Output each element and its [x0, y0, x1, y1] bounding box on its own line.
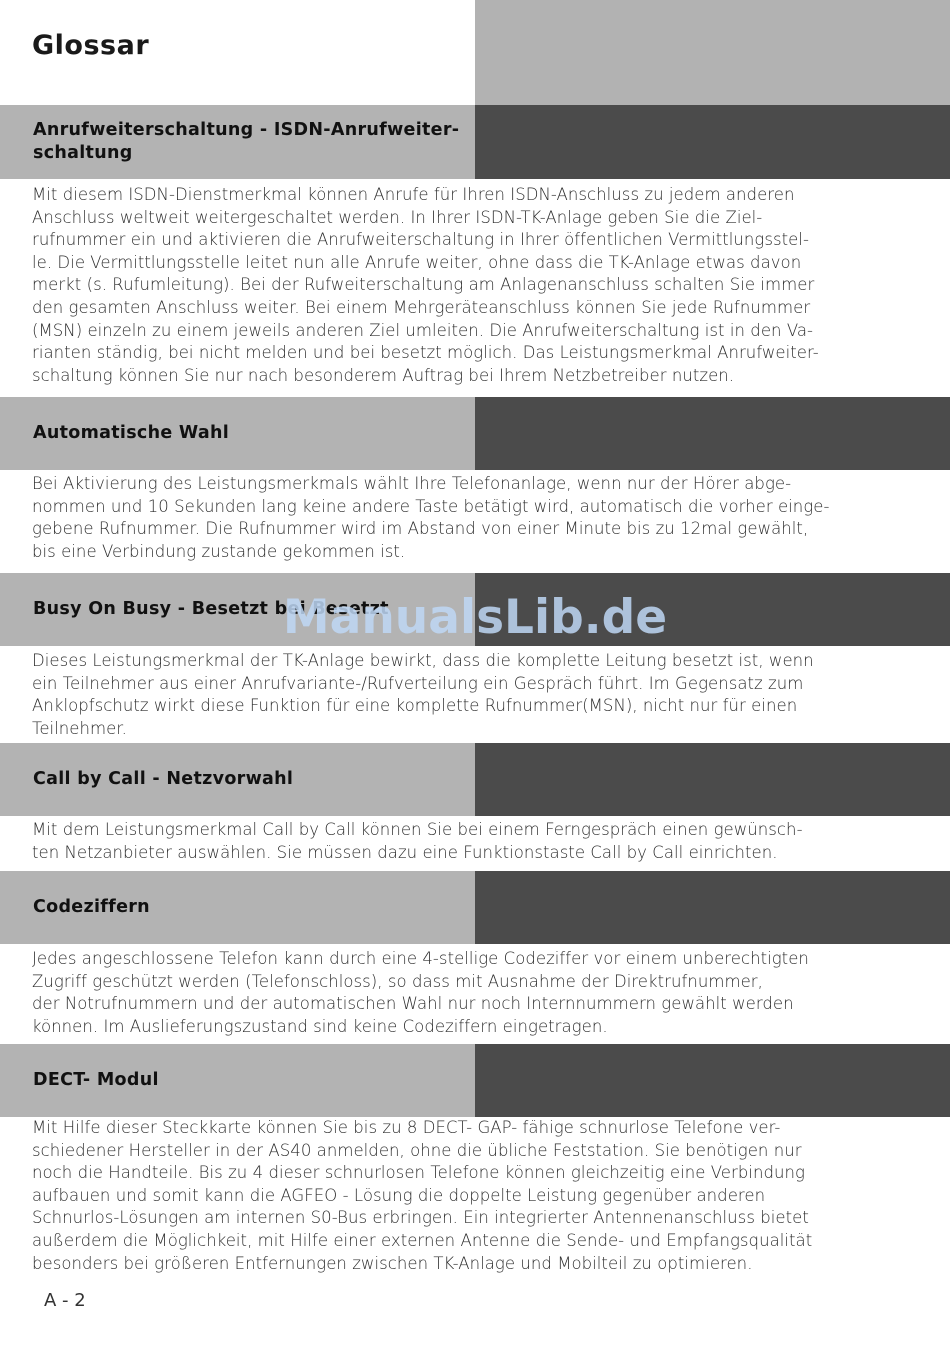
section-body-codeziffern: Jedes angeschlossene Telefon kann durch eine 4-stellige Codeziffer vor einem unberechtigten Zugriff geschützt werden (Telefonschloss), so dass mit Ausnahme der Direktrufnummer, der Notrufnummern und der automatischen Wahl nur noch Internnummern gewählt werden können. Im Auslieferungszustand sind keine Codeziffern eingetragen.	[32, 949, 809, 1036]
section-header-dect-modul	[0, 1044, 950, 1117]
header-gray-block	[475, 0, 950, 105]
section-header-automatische-wahl	[0, 397, 950, 470]
section-header-call-by-call	[0, 743, 950, 816]
section-body-call-by-call: Mit dem Leistungsmerkmal Call by Call können Sie bei einem Ferngespräch einen gewünsch- ten Netzanbieter auswählen. Sie müssen dazu eine Funktionstaste Call by Call einrichten.	[32, 820, 803, 862]
section-body-busy-on-busy: Dieses Leistungsmerkmal der TK-Anlage bewirkt, dass die komplette Leitung besetzt ist, wenn ein Teilnehmer aus einer Anrufvariante-/Rufverteilung ein Gespräch führt. Im Gegensatz zum Anklopfschutz wirkt diese Funktion für eine komplette Rufnummer(MSN), nicht nur für einen Teilnehmer.	[32, 651, 814, 738]
section-heading: Busy On Busy - Besetzt bei Besetzt	[33, 599, 389, 619]
section-heading: Codeziffern	[33, 897, 150, 917]
section-heading: Automatische Wahl	[33, 423, 230, 443]
section-heading: DECT- Modul	[33, 1070, 159, 1090]
section-body-automatische-wahl: Bei Aktivierung des Leistungsmerkmals wählt Ihre Telefonanlage, wenn nur der Hörer abge- nommen und 10 Sekunden lang keine andere Taste betätigt wird, automatisch die vorher einge- gebene Rufnummer. Die Rufnummer wird im Abstand von einer Minute bis zu 12mal gewählt, bis eine Verbindung zustande gekommen ist.	[32, 474, 830, 561]
page-title: Glossar	[32, 30, 150, 61]
page-number: A - 2	[44, 1290, 86, 1311]
section-body-anrufweiterschaltung: Mit diesem ISDN-Dienstmerkmal können Anrufe für Ihren ISDN-Anschluss zu jedem anderen Anschluss weltweit weitergeschaltet werden. In Ihrer ISDN-TK-Anlage geben Sie die Ziel- rufnummer ein und aktivieren die Anrufweiterschaltung in Ihrer öffentlichen Vermittlungsstel- le. Die Vermittlungsstelle leitet nun alle Anrufe weiter, ohne dass die TK-Anlage etwas davon merkt (s. Rufumleitung). Bei der Rufweiterschaltung am Anlagenanschluss schalten Sie immer den gesamten Anschluss weiter. Bei einem Mehrgeräteanschluss können Sie jede Rufnummer (MSN) einzeln zu einem jeweils anderen Ziel umleiten. Die Anrufweiterschaltung ist in den Va- rianten ständig, bei nicht melden und bei besetzt möglich. Das Leistungsmerkmal Anrufweiter- schaltung können Sie nur nach besonderem Auftrag bei Ihrem Netzbetreiber nutzen.	[32, 185, 819, 385]
section-heading: Call by Call - Netzvorwahl	[33, 769, 294, 789]
section-heading: Anrufweiterschaltung - ISDN-Anrufweiter- schaltung	[33, 120, 460, 163]
section-header-busy-on-busy	[0, 573, 950, 646]
section-header-anrufweiterschaltung	[0, 105, 950, 179]
watermark: ManualsLib.de	[282, 590, 668, 645]
section-header-codeziffern	[0, 871, 950, 944]
section-body-dect-modul: Mit Hilfe dieser Steckkarte können Sie bis zu 8 DECT- GAP- fähige schnurlose Telefone ver- schiedener Hersteller in der AS40 anmelden, ohne die übliche Feststation. Sie benötigen nur noch die Handteile. Bis zu 4 dieser schnurlosen Telefone können gleichzeitig eine Verbindung aufbauen und somit kann die AGFEO - Lösung die doppelte Leistung gegenüber anderen Schnurlos-Lösungen am internen S0-Bus erbringen. Ein integrierter Antennenanschluss bietet außerdem die Möglichkeit, mit Hilfe einer externen Antenne die Sende- und Empfangsqualität besonders bei größeren Entfernungen zwischen TK-Anlage und Mobilteil zu optimieren.	[32, 1118, 813, 1273]
